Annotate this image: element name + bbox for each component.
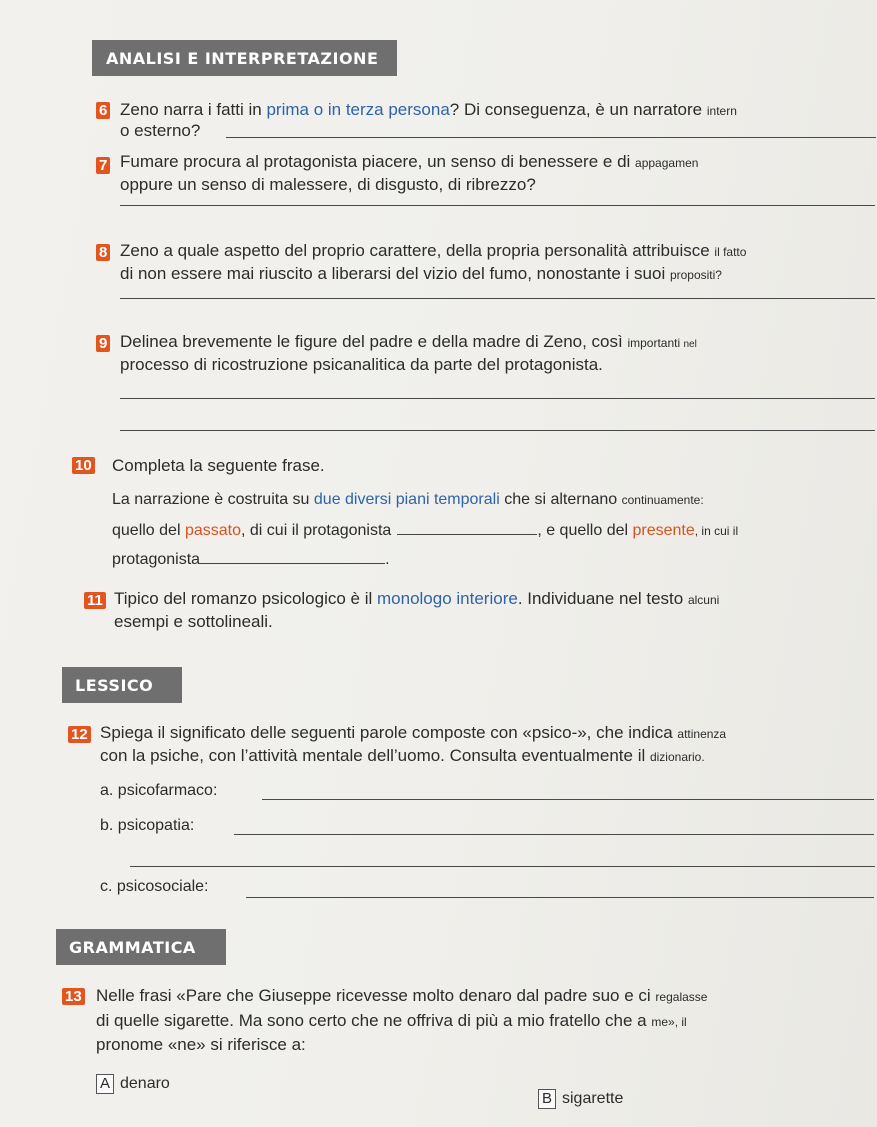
question-12-line-2: con la psiche, con l’attività mentale dell’uomo. Consulta eventualmente il dizionario.: [100, 746, 705, 765]
option-a[interactable]: [96, 1073, 170, 1094]
question-9-line-2: processo di ricostruzione psicanalitica da parte del protagonista.: [120, 355, 603, 374]
question-11-line-1: Tipico del romanzo psicologico è il monologo interiore. Individuane nel testo alcuni: [114, 589, 720, 608]
question-number-13: 13: [62, 988, 85, 1005]
question-13-line-3: pronome «ne» si riferisce a:: [96, 1035, 306, 1054]
question-8-line-1: Zeno a quale aspetto del proprio carattere, della propria personalità attribuisce il fatto: [120, 241, 747, 260]
fill-blank[interactable]: [200, 549, 385, 564]
section-header-analisi: ANALISI E INTERPRETAZIONE: [92, 40, 397, 76]
option-label: sigarette: [562, 1090, 624, 1107]
question-number-8: 8: [96, 244, 110, 261]
answer-line[interactable]: [120, 298, 875, 299]
vocab-item-psicosociale: c. psicosociale:: [100, 878, 209, 895]
answer-line[interactable]: [120, 205, 875, 206]
answer-line[interactable]: [120, 430, 875, 431]
question-number-7: 7: [96, 157, 110, 174]
answer-line[interactable]: [246, 897, 874, 898]
section-header-lessico: LESSICO: [62, 667, 182, 703]
question-13-line-1: Nelle frasi «Pare che Giuseppe ricevesse molto denaro dal padre suo e ci regalasse: [96, 986, 708, 1005]
fill-blank[interactable]: [397, 520, 537, 535]
section-header-grammatica: GRAMMATICA: [56, 929, 226, 965]
question-10-title: Completa la seguente frase.: [112, 456, 325, 475]
question-7-line-2: oppure un senso di malessere, di disgusto, di ribrezzo?: [120, 175, 536, 194]
question-9-line-1: Delinea brevemente le figure del padre e della madre di Zeno, così importanti nel: [120, 332, 697, 351]
question-number-11: 11: [84, 592, 106, 609]
question-10-line-2: quello del passato, di cui il protagonista , e quello del presente, in cui il: [112, 522, 739, 539]
question-13-line-2: di quelle sigarette. Ma sono certo che ne offriva di più a mio fratello che a me», il: [96, 1011, 687, 1030]
question-number-6: 6: [96, 102, 110, 119]
question-6-line-2: o esterno?: [120, 121, 201, 140]
question-number-12: 12: [68, 726, 91, 743]
answer-line[interactable]: [234, 834, 874, 835]
question-11-line-2: esempi e sottolineali.: [114, 612, 273, 631]
option-key: A: [96, 1074, 114, 1094]
vocab-item-psicofarmaco: a. psicofarmaco:: [100, 782, 218, 799]
answer-line[interactable]: [120, 398, 875, 399]
answer-line[interactable]: [262, 799, 874, 800]
question-number-9: 9: [96, 335, 110, 352]
option-label: denaro: [120, 1075, 170, 1092]
question-7-line-1: Fumare procura al protagonista piacere, un senso di benessere e di appagamen: [120, 152, 699, 171]
question-12-line-1: Spiega il significato delle seguenti parole composte con «psico-», che indica attinenza: [100, 723, 727, 742]
question-10-line-3: protagonista .: [112, 551, 390, 568]
vocab-item-psicopatia: b. psicopatia:: [100, 817, 195, 834]
question-number-10: 10: [72, 457, 95, 474]
question-8-line-2: di non essere mai riuscito a liberarsi del vizio del fumo, nonostante i suoi propositi?: [120, 264, 722, 283]
answer-line[interactable]: [130, 866, 875, 867]
question-10-line-1: La narrazione è costruita su due diversi piani temporali che si alternano continuamente:: [112, 491, 704, 508]
answer-line[interactable]: [226, 137, 876, 138]
question-6-line-1: Zeno narra i fatti in prima o in terza persona? Di conseguenza, è un narratore intern: [120, 100, 737, 119]
option-key: B: [538, 1089, 556, 1109]
option-b[interactable]: [538, 1088, 623, 1109]
